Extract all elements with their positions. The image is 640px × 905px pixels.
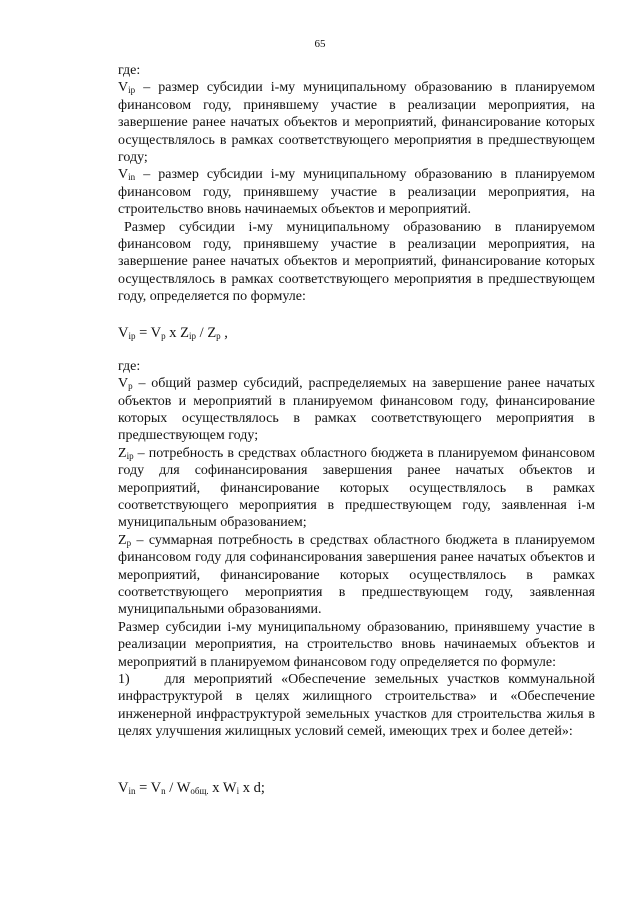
- formula-vin: $V_{in} = V_n / W_{общ.}$ x $W_i$ x d;: [118, 779, 265, 796]
- definition-text: – размер субсидии i-му муниципальному образованию в планируемом финансовом году, принявшему участие в реализации мероприятия, на строительство вновь начинаемых объектов и мероприятий.: [118, 167, 595, 218]
- symbol: V: [118, 376, 129, 392]
- definition-text: – суммарная потребность в средствах областного бюджета в планируемом финансовом году для софинансирования завершения ранее начатых объектов и мероприятий, финансирование которых осуществлялось в рамках соответствующего мероприятия в предшествующем году, заявленная муниципальными образованиями.: [118, 532, 595, 618]
- definition-text: – общий размер субсидий, распределяемых на завершение ранее начатых объектов и мероприятий в планируемом финансовом году, финансирование которых осуществлялось в рамках соответствующего мероприятия в предшествующем году;: [118, 376, 595, 444]
- formula-vip: $V_{ip} = V_р$ x $Z_{ip} / Z_р$ ,: [118, 324, 228, 341]
- symbol-subscript: ip: [128, 85, 136, 96]
- definition-vin: [118, 166, 595, 218]
- symbol-subscript: ip: [126, 450, 134, 461]
- paragraph-item-1: 1) для мероприятий «Обеспечение земельных участков коммунальной инфраструктурой в целях жилищного строительства» и «Обеспечение инженерной инфраструктурой земельных участков для строительства жилья в целях улучшения жилищных условий семей, имеющих трех и более детей»:: [118, 672, 599, 740]
- definition-text: – размер субсидии i-му муниципальному образованию в планируемом финансовом году, принявшему участие в реализации мероприятия, на завершение ранее начатых объектов и мероприятий, финансирование которых осуществлялось в рамках соответствующего мероприятия в предшествующем году;: [118, 80, 595, 166]
- document-body: [118, 62, 599, 797]
- symbol: Z: [118, 445, 127, 461]
- symbol-subscript: in: [128, 172, 136, 183]
- paragraph-where: где:: [118, 63, 141, 78]
- definition-text: – потребность в средствах областного бюджета в планируемом финансовом году для софинансирования завершения ранее начатых объектов и мероприятий, финансирование которых осуществлялось в рамках соответствующего мероприятия в предшествующем году, заявленная i-м муниципальным образованием;: [118, 445, 595, 531]
- page-number: 65: [314, 38, 326, 50]
- paragraph-where-2: где:: [118, 358, 141, 374]
- paragraph-size-new-construction: Размер субсидии i-му муниципальному образованию, принявшему участие в реализации мероприятия, на строительство вновь начинаемых объектов и мероприятий в планируемом финансовом году определяется по формуле:: [118, 619, 595, 670]
- paragraph-size-completion: Размер субсидии i-му муниципальному образованию в планируемом финансовом году, принявшему участие в реализации мероприятия, на завершение ранее начатых объектов и мероприятий, финансирование которых осуществлялось в рамках соответствующего мероприятия в предшествующем году, определяется по формуле:: [118, 219, 595, 305]
- symbol-subscript: р: [128, 381, 133, 392]
- definition-zp: [118, 532, 595, 619]
- definition-vp: [118, 375, 595, 445]
- symbol: V: [118, 167, 129, 183]
- symbol: Z: [118, 532, 127, 548]
- definition-vip: [118, 79, 595, 166]
- symbol: V: [118, 80, 129, 96]
- symbol-subscript: р: [126, 537, 132, 548]
- definition-zip: [118, 445, 595, 532]
